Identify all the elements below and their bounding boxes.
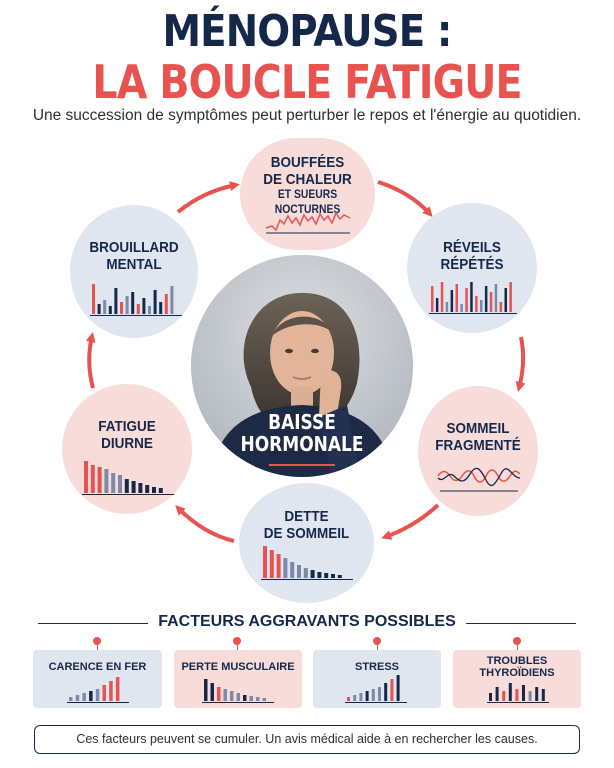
chart-bar xyxy=(331,574,335,578)
chart-bar xyxy=(359,693,362,701)
chart-bar xyxy=(256,697,260,701)
chart-bar xyxy=(338,575,342,578)
chart-bar xyxy=(290,562,294,578)
factor-card-label: PERTE MUSCULAIRE xyxy=(181,661,295,673)
title-line-2: LA BOUCLE FATIGUE xyxy=(92,55,522,109)
chart-bar xyxy=(490,292,493,312)
chart-bar xyxy=(111,473,115,493)
chart-bar xyxy=(116,677,120,701)
node-bouffees-line2: DE CHALEUR xyxy=(263,171,352,188)
chart-bar xyxy=(96,689,100,701)
chart-bar xyxy=(496,687,499,701)
arrow-reveils-to-sommeil xyxy=(519,337,523,388)
chart-bar xyxy=(317,572,321,578)
chart-bar xyxy=(366,691,369,701)
chart-bar xyxy=(125,479,129,493)
chart-bar xyxy=(390,679,393,701)
chart-bar xyxy=(138,483,142,493)
chart-bar xyxy=(250,696,254,701)
chart-bar xyxy=(502,691,505,701)
chart-bar xyxy=(509,282,512,312)
chart-bar xyxy=(109,681,113,701)
footer-note: Ces facteurs peuvent se cumuler. Un avis médical aide à en rechercher les causes. xyxy=(34,725,580,754)
center-label-line2: HORMONALE xyxy=(240,432,364,456)
node-bouffees-line3: ET SUEURS NOCTURNES xyxy=(274,189,341,216)
chart-bar xyxy=(304,568,308,578)
chart-bar xyxy=(465,288,468,312)
arrow-bouffees-to-reveils xyxy=(378,182,430,214)
chart-bar xyxy=(456,284,459,312)
chart-bar xyxy=(522,685,525,701)
chart-bar xyxy=(159,302,162,314)
chart-bar xyxy=(132,481,136,493)
chart-bar xyxy=(89,691,93,701)
chart-bar xyxy=(159,488,163,493)
chart-bar xyxy=(263,698,267,701)
node-brouillard-line2: MENTAL xyxy=(106,256,162,273)
bar-chart-icon xyxy=(90,273,182,317)
subtitle: Une succession de symptômes peut perturber le repos et l'énergie au quotidien. xyxy=(32,107,582,124)
bar-chart-icon xyxy=(345,674,407,704)
chart-bar xyxy=(384,683,387,701)
chart-bar xyxy=(529,691,532,701)
chart-bar xyxy=(495,284,498,312)
center-label-line1: BAISSE xyxy=(268,410,336,434)
node-reveils xyxy=(407,203,537,333)
chart-bar xyxy=(500,302,503,312)
chart-bar xyxy=(485,286,488,312)
chart-bar xyxy=(230,691,234,701)
factor-card-thyroide xyxy=(453,650,581,708)
chart-bar xyxy=(137,304,140,314)
node-dette xyxy=(239,483,374,603)
chart-bar xyxy=(118,475,122,493)
chart-bar xyxy=(120,302,123,314)
chart-bar xyxy=(451,290,454,312)
chart-bar xyxy=(103,300,106,314)
node-bouffees-line1: BOUFFÉES xyxy=(270,154,345,171)
chart-bar xyxy=(378,687,381,701)
bar-chart-icon xyxy=(261,543,353,581)
chart-bar xyxy=(283,558,287,578)
node-sommeil xyxy=(418,386,538,516)
factor-card-label: CARENCE EN FER xyxy=(48,661,147,673)
node-reveils-line2: RÉPÉTÉS xyxy=(440,256,504,273)
arrow-fatigue-to-brouillard xyxy=(89,336,93,388)
chart-bar xyxy=(397,675,400,701)
chart-bar xyxy=(542,689,545,701)
node-dette-line1: DETTE xyxy=(284,508,329,525)
factor-card-label: STRESS xyxy=(354,661,399,673)
chart-bar xyxy=(217,687,221,701)
chart-bar xyxy=(224,689,228,701)
chart-bar xyxy=(431,286,434,312)
chart-bar xyxy=(277,554,281,578)
factor-card-label: TROUBLES xyxy=(486,655,548,667)
chart-bar xyxy=(460,304,463,312)
chart-bar xyxy=(263,546,267,578)
arrow-brouillard-to-bouffees xyxy=(178,185,236,212)
chart-bar xyxy=(114,288,117,314)
factor-card-muscle xyxy=(174,650,302,708)
chart-bar xyxy=(436,298,439,312)
arrow-sommeil-to-dette xyxy=(385,505,438,537)
chart-bar xyxy=(470,282,473,312)
chart-bar xyxy=(475,296,478,312)
wave-chart-icon xyxy=(436,462,522,494)
bar-chart-icon xyxy=(202,676,274,704)
chart-bar xyxy=(535,687,538,701)
chart-bar xyxy=(91,465,95,493)
bar-chart-icon xyxy=(487,680,549,704)
node-fatigue-line2: DIURNE xyxy=(101,435,153,452)
wave-chart-icon xyxy=(264,206,352,236)
bar-chart-icon xyxy=(429,275,517,315)
chart-bar xyxy=(372,689,375,701)
chart-bar xyxy=(154,290,157,314)
node-sommeil-line1: SOMMEIL xyxy=(446,420,510,437)
factor-card-label: THYROÏDIENS xyxy=(479,667,555,679)
node-fatigue-line1: FATIGUE xyxy=(98,418,156,435)
chart-bar xyxy=(131,292,134,314)
node-brouillard-line1: BROUILLARD xyxy=(89,239,179,256)
bar-chart-icon xyxy=(82,454,174,496)
chart-bar xyxy=(353,695,356,701)
factor-card-fer xyxy=(33,650,162,708)
center-underline xyxy=(269,464,335,466)
node-sommeil-line2: FRAGMENTÉ xyxy=(435,437,521,454)
chart-bar xyxy=(311,570,315,578)
chart-bar xyxy=(76,695,80,701)
chart-bar xyxy=(145,485,149,493)
chart-bar xyxy=(126,296,129,314)
chart-bar xyxy=(69,697,73,701)
chart-bar xyxy=(489,693,492,701)
chart-bar xyxy=(270,550,274,578)
chart-bar xyxy=(152,487,156,493)
chart-bar xyxy=(92,284,95,314)
chart-bar xyxy=(104,469,108,493)
chart-bar xyxy=(170,286,173,314)
node-bouffees xyxy=(240,138,375,250)
node-dette-line2: DE SOMMEIL xyxy=(263,525,350,542)
title-line-1: MÉNOPAUSE : xyxy=(162,6,452,57)
chart-bar xyxy=(480,300,483,312)
chart-bar xyxy=(142,298,145,314)
chart-bar xyxy=(515,689,518,701)
chart-bar xyxy=(237,693,241,701)
chart-bar xyxy=(82,693,86,701)
chart-bar xyxy=(441,282,444,312)
node-brouillard xyxy=(70,205,198,338)
chart-bar xyxy=(297,565,301,578)
chart-bar xyxy=(243,695,247,701)
chart-bar xyxy=(98,467,102,493)
chart-bar xyxy=(165,294,168,314)
chart-bar xyxy=(84,461,88,493)
chart-bar xyxy=(446,302,449,312)
chart-bar xyxy=(204,679,208,701)
chart-bar xyxy=(103,685,107,701)
factor-card-stress xyxy=(313,650,441,708)
chart-bar xyxy=(509,683,512,701)
chart-bar xyxy=(347,697,350,701)
chart-bar xyxy=(98,304,101,314)
node-reveils-line1: RÉVEILS xyxy=(443,239,501,256)
factors-title: FACTEURS AGGRAVANTS POSSIBLES xyxy=(148,613,466,630)
chart-bar xyxy=(505,288,508,312)
chart-bar xyxy=(324,573,328,578)
node-fatigue xyxy=(62,384,192,514)
chart-bar xyxy=(109,306,112,314)
chart-bar xyxy=(148,306,151,314)
woman-portrait xyxy=(191,255,413,477)
arrow-dette-to-fatigue xyxy=(178,508,234,541)
chart-bar xyxy=(211,683,215,701)
bar-chart-icon xyxy=(67,676,129,704)
